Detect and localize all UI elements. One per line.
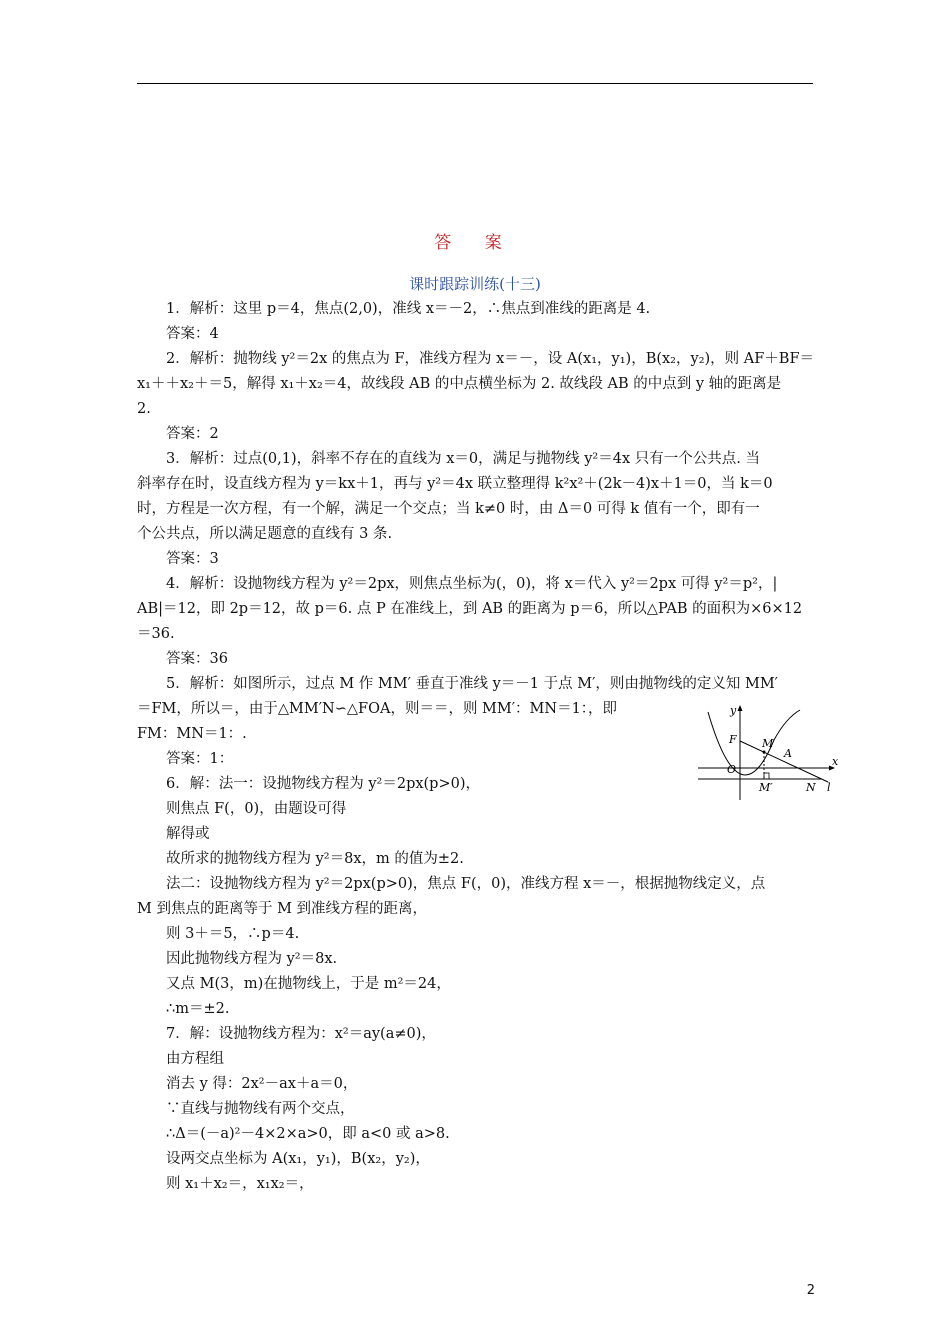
parabola-curve	[708, 710, 800, 775]
text-line: ∴m＝±2.	[166, 1001, 230, 1017]
right-angle-mark	[764, 773, 769, 779]
text-line: 1．解析：这里 p＝4，焦点(2,0)，准线 x＝－2，∴焦点到准线的距离是 4.	[166, 301, 651, 317]
point-m	[763, 751, 766, 754]
label-o: O	[727, 763, 737, 776]
page-number: 2	[806, 1283, 815, 1298]
text-line: 2．解析：抛物线 y²＝2x 的焦点为 F，准线方程为 x＝－，设 A(x₁，y₁)，B(x₂，y₂)，则 AF＋BF＝	[166, 351, 815, 367]
text-line: 答案：3	[166, 551, 219, 567]
text-line: ＝36.	[137, 626, 175, 642]
text-line: M 到焦点的距离等于 M 到准线方程的距离，	[137, 901, 428, 917]
text-line: ＝FM，所以＝，由于△MM′N∽△FOA，则＝＝，则 MM′：MN＝1：，即	[137, 701, 618, 717]
text-line: 则焦点 F(，0)，由题设可得	[166, 801, 347, 817]
label-a: A	[784, 747, 792, 760]
text-line: x₁＋＋x₂＋＝5，解得 x₁＋x₂＝4，故线段 AB 的中点横坐标为 2. 故线段 AB 的中点到 y 轴的距离是	[137, 376, 782, 392]
label-f: F	[729, 733, 737, 746]
y-axis-arrow	[738, 705, 743, 711]
text-line: 因此抛物线方程为 y²＝8x.	[166, 951, 338, 967]
text-line: 则 x₁＋x₂＝，x₁x₂＝，	[166, 1176, 314, 1192]
text-line: 故所求的抛物线方程为 y²＝8x，m 的值为±2.	[166, 851, 464, 867]
text-line: 法二：设抛物线方程为 y²＝2px(p>0)，焦点 F(，0)，准线方程 x＝－，根据抛物线定义，点	[166, 876, 766, 892]
label-y: y	[730, 704, 737, 717]
text-line: 答案：4	[166, 326, 219, 342]
text-line: 5．解析：如图所示，过点 M 作 MM′ 垂直于准线 y＝－1 于点 M′，则由抛物线的定义知 MM′	[166, 676, 778, 692]
text-line: 设两交点坐标为 A(x₁，y₁)，B(x₂，y₂)，	[166, 1151, 430, 1167]
label-m-prime: M′	[759, 781, 773, 794]
text-line: 答案：2	[166, 426, 219, 442]
text-line: FM：MN＝1：.	[137, 726, 247, 742]
text-line: ∴Δ＝(－a)²－4×2×a>0，即 a<0 或 a>8.	[166, 1126, 450, 1142]
label-n: N	[806, 781, 816, 794]
text-line: 解得或	[166, 826, 210, 842]
text-line: 4．解析：设抛物线方程为 y²＝2px，则焦点坐标为(，0)，将 x＝代入 y²＝2px 可得 y²＝p²，|	[166, 576, 778, 592]
text-line: 消去 y 得：2x²－ax＋a＝0，	[166, 1076, 358, 1092]
text-line: 斜率存在时，设直线方程为 y＝kx＋1，再与 y²＝4x 联立整理得 k²x²＋(2k－4)x＋1＝0，当 k＝0	[137, 476, 773, 492]
text-line: 个公共点，所以满足题意的直线有 3 条.	[137, 526, 393, 542]
text-line: 则 3＋＝5，∴p＝4.	[166, 926, 300, 942]
text-line: 答案：1：	[166, 751, 234, 767]
text-line: AB|＝12，即 2p＝12，故 p＝6. 点 P 在准线上，到 AB 的距离为 p＝6，所以△PAB 的面积为×6×12	[137, 601, 803, 617]
text-line: 6．解：法一：设抛物线方程为 y²＝2px(p>0)，	[166, 776, 480, 792]
label-m: M	[762, 737, 774, 750]
text-line: 7．解：设抛物线方程为：x²＝ay(a≠0)，	[166, 1026, 436, 1042]
text-line: 3．解析：过点(0,1)，斜率不存在的直线为 x＝0，满足与抛物线 y²＝4x 只有一个公共点. 当	[166, 451, 760, 467]
label-l: l	[827, 781, 831, 794]
text-line: 又点 M(3，m)在抛物线上，于是 m²＝24，	[166, 976, 451, 992]
text-line: 由方程组	[166, 1051, 224, 1067]
text-line: ∵直线与抛物线有两个交点，	[166, 1101, 355, 1117]
page-title: 答 案	[434, 233, 516, 253]
text-line: 时，方程是一次方程，有一个解，满足一个交点；当 k≠0 时，由 Δ＝0 可得 k 值有一个，即有一	[137, 501, 760, 517]
text-line: 2.	[137, 401, 151, 417]
text-line: 答案：36	[166, 651, 228, 667]
parabola-figure	[696, 704, 838, 802]
section-subtitle: 课时跟踪训练(十三)	[409, 275, 541, 293]
label-x: x	[832, 755, 838, 768]
header-rule	[137, 83, 813, 84]
